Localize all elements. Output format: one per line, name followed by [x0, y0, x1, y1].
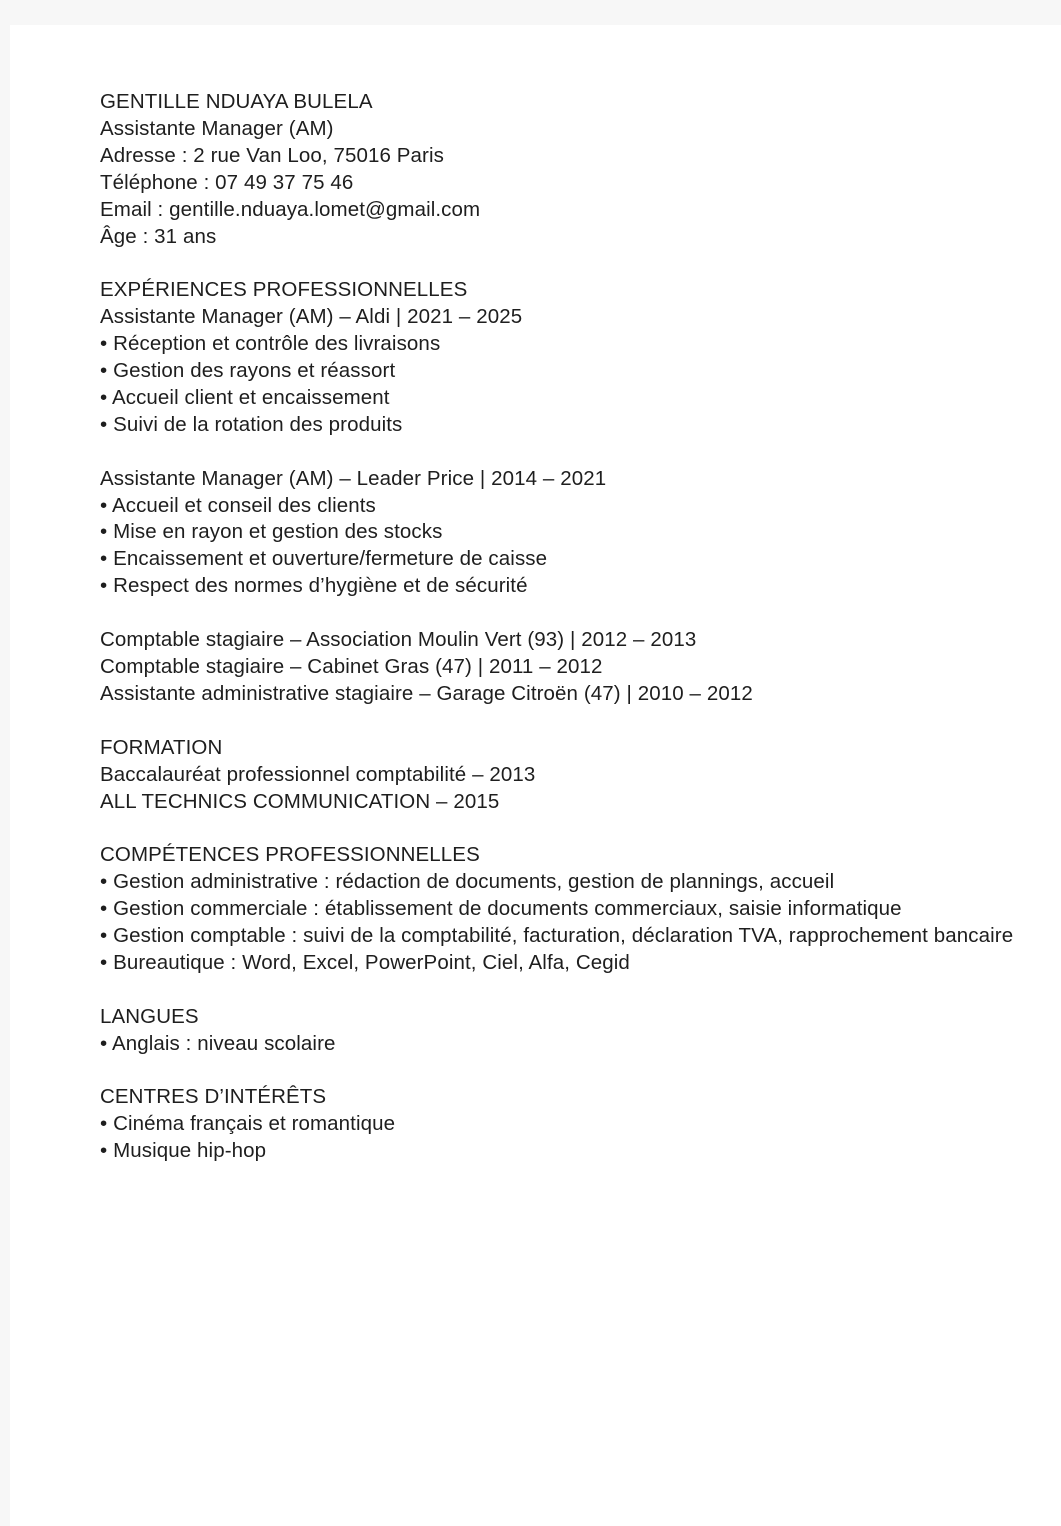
- contact-header: [100, 89, 1055, 250]
- document-page: [10, 25, 1061, 1526]
- document-line: ALL TECHNICS COMMUNICATION – 2015: [100, 789, 500, 813]
- experience-leader-price: [100, 466, 1055, 601]
- document-line: • Mise en rayon et gestion des stocks: [100, 520, 443, 544]
- document-line: • Accueil client et encaissement: [100, 385, 390, 409]
- document-line: Téléphone : 07 49 37 75 46: [100, 170, 354, 194]
- document-line: • Encaissement et ouverture/fermeture de caisse: [100, 547, 548, 571]
- document-line: • Anglais : niveau scolaire: [100, 1031, 336, 1055]
- document-line: Comptable stagiaire – Cabinet Gras (47) | 2011 – 2012: [100, 654, 603, 678]
- document-line: • Musique hip-hop: [100, 1139, 267, 1163]
- document-line: Assistante Manager (AM) – Leader Price | 2014 – 2021: [100, 466, 607, 490]
- centres-interets: [100, 1084, 1055, 1165]
- document-line: Comptable stagiaire – Association Moulin Vert (93) | 2012 – 2013: [100, 628, 697, 652]
- document-line: • Accueil et conseil des clients: [100, 493, 376, 517]
- experience-aldi: [100, 277, 1055, 438]
- document-line: • Bureautique : Word, Excel, PowerPoint, Ciel, Alfa, Cegid: [100, 950, 630, 974]
- document-line: Assistante Manager (AM): [100, 116, 334, 140]
- document-line: • Cinéma français et romantique: [100, 1112, 396, 1136]
- document-line: • Gestion des rayons et réassort: [100, 359, 396, 383]
- document-line: EXPÉRIENCES PROFESSIONNELLES: [100, 278, 468, 302]
- cv-text-content: [100, 89, 1055, 1192]
- document-line: CENTRES D’INTÉRÊTS: [100, 1085, 327, 1109]
- document-line: Assistante Manager (AM) – Aldi | 2021 – 2025: [100, 305, 523, 329]
- document-line: Adresse : 2 rue Van Loo, 75016 Paris: [100, 143, 444, 167]
- document-line: FORMATION: [100, 735, 223, 759]
- document-line: Baccalauréat professionnel comptabilité – 2013: [100, 762, 536, 786]
- document-line: LANGUES: [100, 1004, 199, 1028]
- document-line: • Gestion commerciale : établissement de documents commerciaux, saisie informatique: [100, 897, 902, 921]
- document-line: • Suivi de la rotation des produits: [100, 412, 403, 436]
- document-line: • Respect des normes d’hygiène et de sécurité: [100, 574, 528, 598]
- document-line: Email : gentille.nduaya.lomet@gmail.com: [100, 197, 481, 221]
- langues: [100, 1004, 1055, 1058]
- document-line: • Gestion administrative : rédaction de documents, gestion de plannings, accueil: [100, 870, 835, 894]
- formation: [100, 735, 1055, 816]
- document-line: • Gestion comptable : suivi de la comptabilité, facturation, déclaration TVA, rapprochement bancaire: [100, 924, 1014, 948]
- document-line: COMPÉTENCES PROFESSIONNELLES: [100, 843, 480, 867]
- competences: [100, 842, 1055, 977]
- document-line: Assistante administrative stagiaire – Garage Citroën (47) | 2010 – 2012: [100, 681, 753, 705]
- document-line: • Réception et contrôle des livraisons: [100, 332, 441, 356]
- document-line: Âge : 31 ans: [100, 224, 217, 248]
- document-line: GENTILLE NDUAYA BULELA: [100, 90, 373, 113]
- experience-stages: [100, 627, 1055, 708]
